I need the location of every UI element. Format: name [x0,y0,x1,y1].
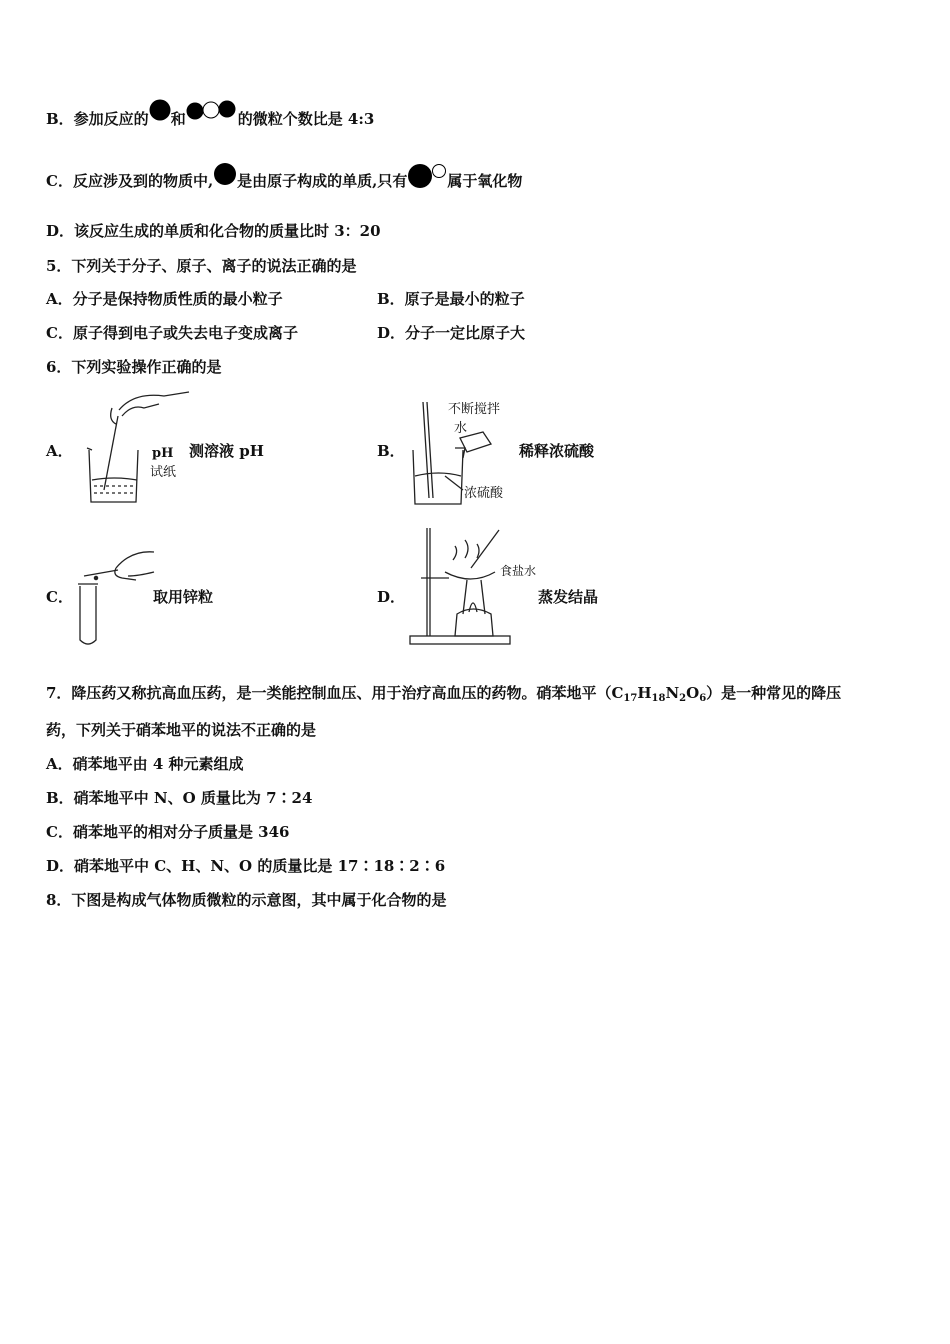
zinc-grain-figure [76,546,158,650]
triatomic-molecule-icon [186,99,238,121]
q5-option-d: D．分子一定比原子大 [377,324,526,342]
oxide-molecule-icon [407,162,447,190]
q5-option-b: B．原子是最小的粒子 [377,290,525,308]
q5-stem: 5．下列关于分子、原子、离子的说法正确的是 [46,257,357,275]
q6-option-d-letter: D． [377,588,406,606]
q7-option-a: A．硝苯地平由 4 种元素组成 [46,755,244,773]
q5-option-a: A．分子是保持物质性质的最小粒子 [46,290,283,308]
salt-water-label: 食盐水 [500,564,537,578]
evaporation-figure [405,524,520,648]
chemical-formula: $C_{17}H_{18}N_2O_6$ [611,684,707,704]
q7-option-d: D．硝苯地平中 C、H、N、O 的质量比是 17∶18∶2∶6 [46,857,446,875]
black-atom-molecule-icon [149,98,171,122]
q6-option-c-caption: 取用锌粒 [153,588,214,606]
stir-label: 不断搅拌 [448,402,501,417]
q4-option-b: B．参加反应的 和 的微粒个数比是 4:3 [46,108,374,132]
q6-option-b-caption: 稀释浓硫酸 [519,442,595,460]
q6-option-d-caption: 蒸发结晶 [538,588,599,606]
q6-option-a-letter: A． [46,442,73,460]
q7-option-c: C．硝苯地平的相对分子质量是 346 [46,823,290,841]
ph-label: pH [152,446,174,461]
q6-option-a-caption: 测溶液 pH [189,442,264,460]
q7-stem-line1: 7．降压药又称抗高血压药，是一类能控制血压、用于治疗高血压的药物。硝苯地平$(C_{17}H_{18}N_2O_6)$是一种常见的降压 [46,684,842,704]
q8-stem: 8．下图是构成气体物质微粒的示意图，其中属于化合物的是 [46,891,447,909]
q4-option-d: D．该反应生成的单质和化合物的质量比时 3：20 [46,222,381,240]
q6-option-b-letter: B． [377,442,405,460]
q7-option-b: B．硝苯地平中 N、O 质量比为 7∶24 [46,789,313,807]
black-atom-icon [213,161,237,187]
q6-stem: 6．下列实验操作正确的是 [46,358,222,376]
ph-test-figure [84,390,194,508]
conc-acid-label: 浓硫酸 [464,486,504,501]
q7-stem-line2: 药，下列关于硝苯地平的说法不正确的是 [46,721,317,739]
q4-option-c: C．反应涉及到的物质中, 是由原子构成的单质,只有 属于氧化物 [46,168,522,196]
water-label: 水 [454,421,468,436]
test-paper-label: 试纸 [150,465,177,480]
q6-option-c-letter: C． [46,588,73,606]
q5-option-c: C．原子得到电子或失去电子变成离子 [46,324,298,342]
